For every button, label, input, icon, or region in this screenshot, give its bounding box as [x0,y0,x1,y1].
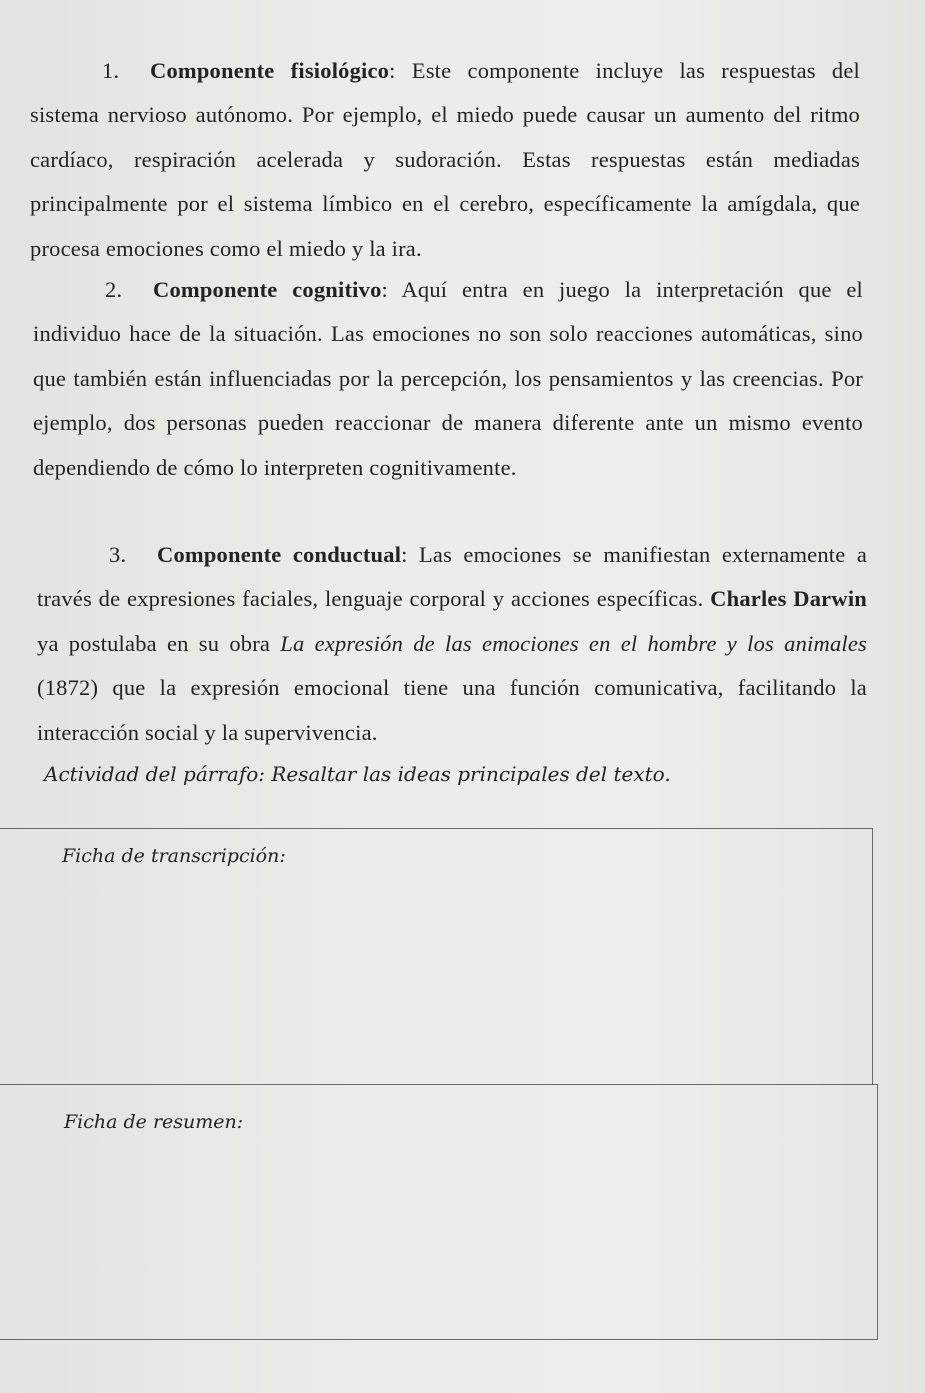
book-title: La expresión de las emociones en el hombre y los animales [280,630,867,656]
section-body-c: (1872) que la expresión emocional tiene una función comunicativa, facilitando la interacción social y la supervivencia. [37,675,867,745]
section-body: : Aquí entra en juego la interpretación que el individuo hace de la situación. Las emociones no son solo reacciones automáticas, sino que también están influenciadas por la percepción, los pensamientos y las creencias. Por ejemplo, dos personas pueden reaccionar de manera diferente ante un mismo evento dependiendo de cómo lo interpreten cognitivamente. [33,276,863,480]
section-body-b: ya postulaba en su obra [37,630,281,656]
activity-instruction: Actividad del párrafo: Resaltar las ideas principales del texto. [44,762,671,786]
section-number: 2. [105,276,123,302]
section-cognitivo [33,268,863,491]
section-number: 3. [109,541,127,567]
section-number: 1. [102,57,120,83]
summary-label: Ficha de resumen: [64,1111,244,1133]
darwin-name: Charles Darwin [710,586,867,611]
section-heading: Componente fisiológico [150,57,390,83]
summary-box[interactable] [0,1084,878,1340]
transcription-box[interactable] [0,828,873,1085]
section-fisiologico [30,49,860,272]
section-body: : Este componente incluye las respuestas del sistema nervioso autónomo. Por ejemplo, el miedo puede causar un aumento del ritmo cardíaco, respiración acelerada y sudoración. Estas respuestas están mediadas principalmente por el sistema límbico en el cerebro, específicamente la amígdala, que procesa emociones como el miedo y la ira. [30,57,861,261]
transcription-label: Ficha de transcripción: [62,845,286,867]
section-heading: Componente conductual [157,541,402,567]
section-body-a: : Las emociones se manifiestan externamente a través de expresiones faciales, lenguaje corporal y acciones específicas. [37,541,867,611]
section-heading: Componente cognitivo [153,276,382,302]
section-conductual [37,533,867,756]
